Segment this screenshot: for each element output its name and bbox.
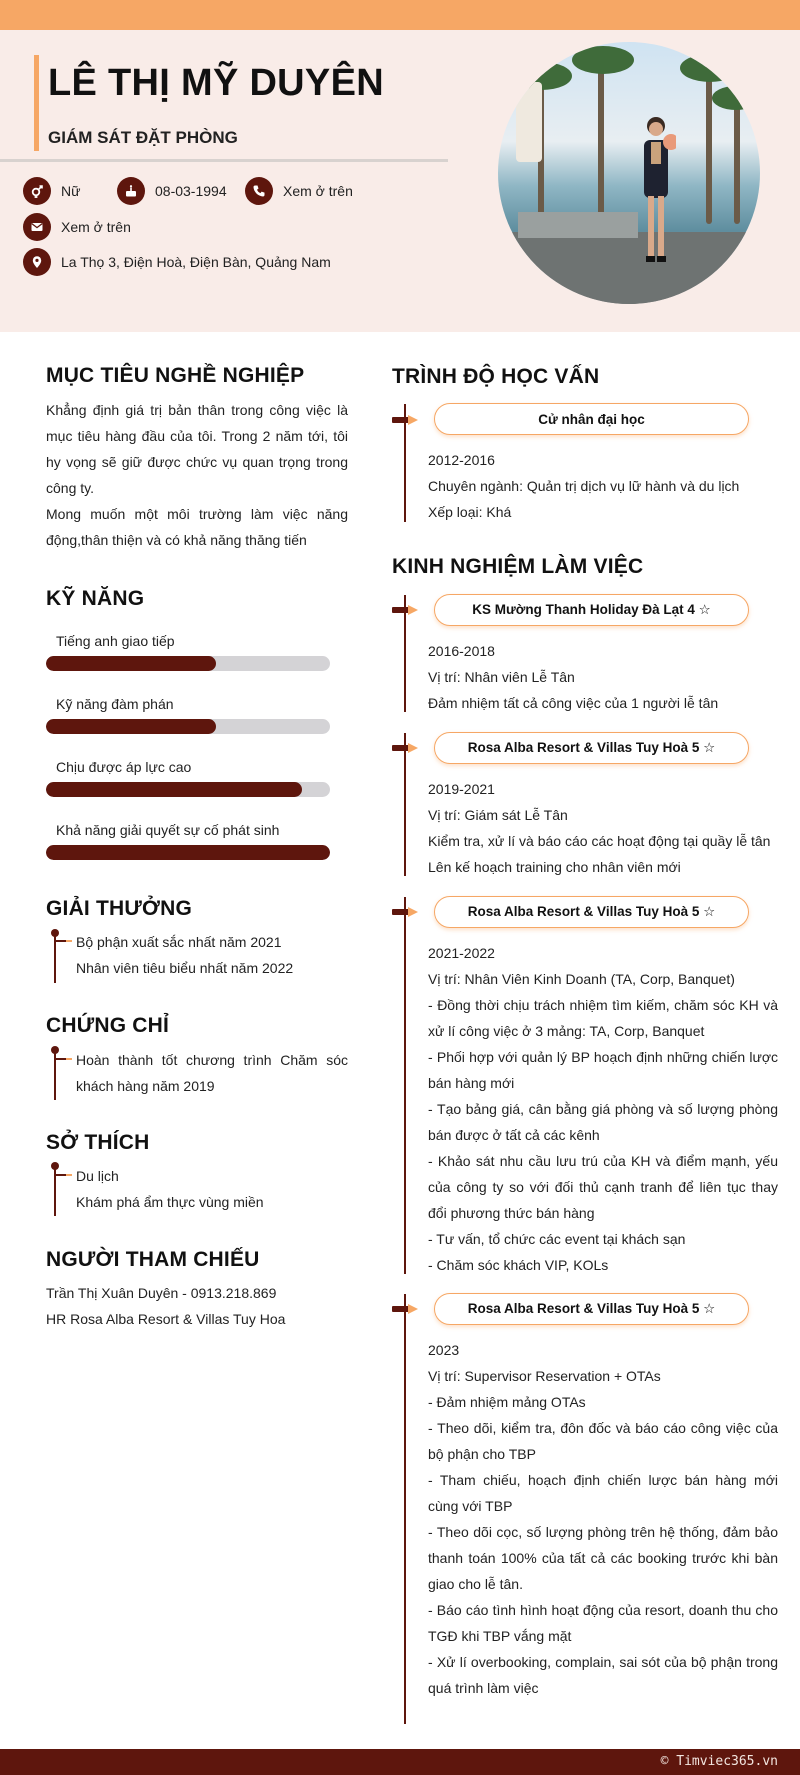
job-detail-line: Lên kế hoạch training cho nhân viên mới xyxy=(428,859,681,875)
experience-marker xyxy=(392,605,418,613)
education-marker xyxy=(392,415,418,423)
experience-timeline-line xyxy=(404,1294,406,1724)
candidate-name: LÊ THỊ MỸ DUYÊN xyxy=(48,62,384,104)
job-period: 2023 xyxy=(428,1342,460,1358)
skill-label: Khả năng giải quyết sự cố phát sinh xyxy=(56,822,280,838)
header-divider xyxy=(0,159,448,162)
skill-label: Chịu được áp lực cao xyxy=(56,759,192,775)
profile-photo xyxy=(498,42,760,304)
certificates-title: CHỨNG CHỈ xyxy=(46,1014,170,1037)
job-details xyxy=(428,940,778,1278)
candidate-role: GIÁM SÁT ĐẶT PHÒNG xyxy=(48,128,238,147)
address-value: La Thọ 3, Điện Hoà, Điện Bàn, Quảng Nam xyxy=(61,254,331,270)
job-detail-line: Vị trí: Nhân Viên Kinh Doanh (TA, Corp, Banquet) xyxy=(428,971,735,987)
job-details xyxy=(428,638,778,716)
awards-dot xyxy=(51,929,59,937)
skill-bar-track xyxy=(46,782,330,797)
experience-timeline-line xyxy=(404,733,406,876)
info-address xyxy=(23,248,331,276)
name-accent-bar xyxy=(34,55,39,151)
skill-bar-track xyxy=(46,656,330,671)
experience-marker xyxy=(392,1304,418,1312)
top-accent-bar xyxy=(0,0,800,30)
skill-label: Kỹ năng đàm phán xyxy=(56,696,174,712)
phone-icon xyxy=(245,177,273,205)
info-birthday xyxy=(117,177,227,205)
footer-brand: © Timviec365.vn xyxy=(660,1754,778,1769)
awards-title: GIẢI THƯỞNG xyxy=(46,897,193,920)
job-period: 2016-2018 xyxy=(428,643,495,659)
skill-bar-track xyxy=(46,845,330,860)
company-pill: Rosa Alba Resort & Villas Tuy Hoà 5 ☆ xyxy=(434,732,749,764)
education-grade: Xếp loại: Khá xyxy=(428,504,512,520)
hobbies-tick-accent xyxy=(66,1174,72,1176)
email-icon xyxy=(23,213,51,241)
job-period: 2021-2022 xyxy=(428,945,495,961)
skill-bar-track xyxy=(46,719,330,734)
objective-text-2: Mong muốn một môi trường làm việc năng động,thân thiện và có khả năng thăng tiến xyxy=(46,506,348,548)
company-pill: Rosa Alba Resort & Villas Tuy Hoà 5 ☆ xyxy=(434,1293,749,1325)
objective-title: MỤC TIÊU NGHỀ NGHIỆP xyxy=(46,364,305,387)
job-detail-line: - Đảm nhiệm mảng OTAs xyxy=(428,1394,586,1410)
job-detail-line: Kiểm tra, xử lí và báo cáo các hoạt động tại quầy lễ tân xyxy=(428,833,771,849)
reference-line-1: Trần Thị Xuân Duyên - 0913.218.869 xyxy=(46,1285,277,1301)
references-title: NGƯỜI THAM CHIẾU xyxy=(46,1248,260,1271)
hobby-item-1: Du lịch xyxy=(76,1168,119,1184)
job-detail-line: - Tham chiếu, hoạch định chiến lược bán hàng mới cùng với TBP xyxy=(428,1472,778,1514)
info-email xyxy=(23,213,131,241)
hobbies-line xyxy=(54,1164,56,1216)
education-years: 2012-2016 xyxy=(428,452,495,468)
birthday-value: 08-03-1994 xyxy=(155,183,227,199)
job-detail-line: - Đồng thời chịu trách nhiệm tìm kiếm, chăm sóc KH và xử lí công việc ở 3 mảng: TA, Corp, Banquet xyxy=(428,997,778,1039)
job-detail-line: - Tạo bảng giá, cân bằng giá phòng và số lượng phòng bán được ở tất cả các kênh xyxy=(428,1101,778,1143)
gender-value: Nữ xyxy=(61,183,81,199)
job-detail-line: - Tư vấn, tổ chức các event tại khách sạn xyxy=(428,1231,686,1247)
certificates-tick-accent xyxy=(66,1058,72,1060)
award-item-2: Nhân viên tiêu biểu nhất năm 2022 xyxy=(76,960,294,976)
job-detail-line: Vị trí: Giám sát Lễ Tân xyxy=(428,807,568,823)
skills-title: KỸ NĂNG xyxy=(46,587,145,610)
job-detail-line: - Báo cáo tình hình hoạt động của resort, doanh thu cho TGĐ khi TBP vắng mặt xyxy=(428,1602,778,1644)
hobbies-dot xyxy=(51,1162,59,1170)
gender-icon xyxy=(23,177,51,205)
experience-marker xyxy=(392,743,418,751)
education-major: Chuyên ngành: Quản trị dịch vụ lữ hành và du lịch xyxy=(428,478,740,494)
award-item-1: Bộ phận xuất sắc nhất năm 2021 xyxy=(76,934,282,950)
reference-line-2: HR Rosa Alba Resort & Villas Tuy Hoa xyxy=(46,1311,286,1327)
job-period: 2019-2021 xyxy=(428,781,495,797)
job-detail-line: - Chăm sóc khách VIP, KOLs xyxy=(428,1257,609,1273)
skill-bar-fill xyxy=(46,782,302,797)
job-detail-line: - Khảo sát nhu cầu lưu trú của KH và điểm mạnh, yếu của công ty so với đối thủ cạnh tranh để liên tục thay đổi phương thức bán hàng xyxy=(428,1153,778,1221)
company-pill: KS Mường Thanh Holiday Đà Lạt 4 ☆ xyxy=(434,594,749,626)
info-phone xyxy=(245,177,353,205)
job-detail-line: - Theo dõi, kiểm tra, đôn đốc và báo cáo công việc của bộ phận cho TBP xyxy=(428,1420,778,1462)
objective-text-1: Khẳng định giá trị bản thân trong công việc là mục tiêu hàng đầu của tôi. Trong 2 năm tới, tôi hy vọng sẽ giữ được chức vụ quan trọng trong công ty. xyxy=(46,402,348,496)
experience-title: KINH NGHIỆM LÀM VIỆC xyxy=(392,555,644,578)
awards-tick-accent xyxy=(66,940,72,942)
hobby-item-2: Khám phá ẩm thực vùng miền xyxy=(76,1194,264,1210)
skill-bar-fill xyxy=(46,719,216,734)
experience-timeline-line xyxy=(404,897,406,1274)
job-detail-line: - Xử lí overbooking, complain, sai sót của bộ phận trong quá trình làm việc xyxy=(428,1654,778,1696)
job-details xyxy=(428,776,778,880)
skill-bar-fill xyxy=(46,845,330,860)
job-detail-line: - Phối hợp với quản lý BP hoạch định những chiến lược bán hàng mới xyxy=(428,1049,778,1091)
awards-line xyxy=(54,931,56,983)
job-detail-line: Vị trí: Supervisor Reservation + OTAs xyxy=(428,1368,661,1384)
job-detail-line: Vị trí: Nhân viên Lễ Tân xyxy=(428,669,575,685)
education-title: TRÌNH ĐỘ HỌC VẤN xyxy=(392,365,600,388)
hobbies-title: SỞ THÍCH xyxy=(46,1131,150,1154)
job-detail-line: Đảm nhiệm tất cả công việc của 1 người lễ tân xyxy=(428,695,719,711)
job-details xyxy=(428,1337,778,1701)
education-degree-pill: Cử nhân đại học xyxy=(434,403,749,435)
job-detail-line: - Theo dõi cọc, số lượng phòng trên hệ thống, đảm bảo thanh toán 100% của tất cả các booking trước khi bàn giao cho lễ tân. xyxy=(428,1524,778,1592)
birthday-icon xyxy=(117,177,145,205)
experience-marker xyxy=(392,907,418,915)
footer xyxy=(0,1749,800,1775)
address-icon xyxy=(23,248,51,276)
phone-value: Xem ở trên xyxy=(283,183,353,199)
skill-bar-fill xyxy=(46,656,216,671)
certificates-line xyxy=(54,1048,56,1100)
company-pill: Rosa Alba Resort & Villas Tuy Hoà 5 ☆ xyxy=(434,896,749,928)
certificate-item-1: Hoàn thành tốt chương trình Chăm sóc khách hàng năm 2019 xyxy=(76,1052,348,1094)
email-value: Xem ở trên xyxy=(61,219,131,235)
skill-label: Tiếng anh giao tiếp xyxy=(56,633,175,649)
info-gender xyxy=(23,177,80,205)
certificates-dot xyxy=(51,1046,59,1054)
